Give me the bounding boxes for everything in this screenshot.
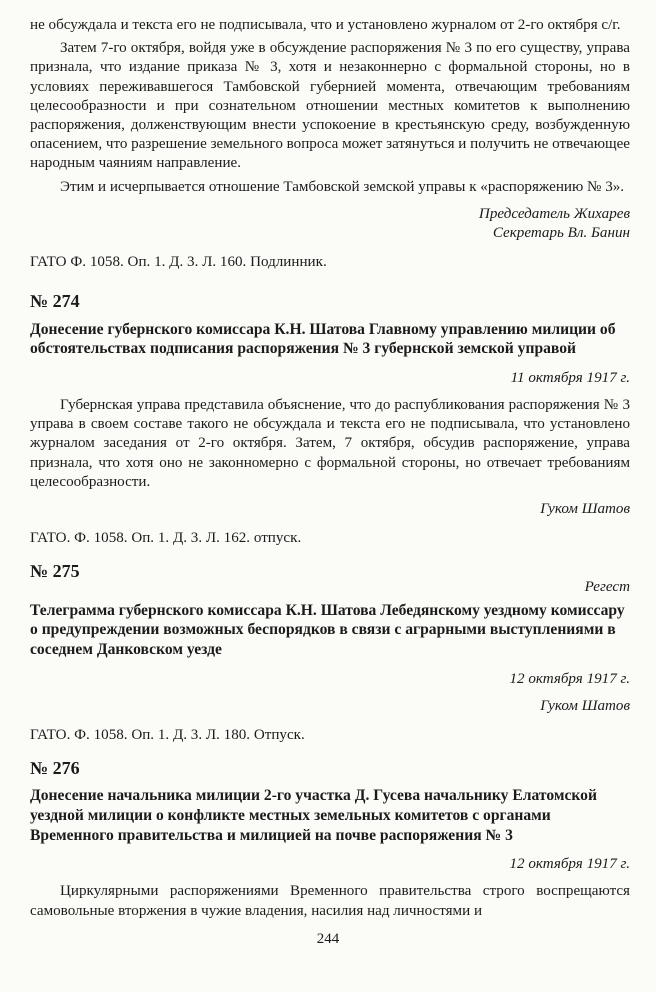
intro-paragraph-2: Затем 7-го октября, войдя уже в обсуждение распоряжения № 3 по его существу, управа признала, что издание приказа № 3, хотя и незаконнерно с формальной стороны, но в условиях переживавшегося Тамбовской губернией момента, отвечающим требованиям целесообразности и при сознательном отношении местных комитетов к выполнению распоряжения, долженствующим внести успокоение в крестьянскую среду, возбужденную опасением, что разрешение земельного вопроса может затянуться и получить не отвечающее народным чаяниям направление.: [30, 40, 631, 172]
document-date: 11 октября 1917 г.: [510, 369, 630, 386]
document-275: [30, 562, 630, 745]
archive-source: ГАТО. Ф. 1058. Оп. 1. Д. 3. Л. 180. Отпуск.: [30, 727, 305, 744]
document-number: № 276: [30, 758, 80, 779]
document-signature: Гуком Шатов: [540, 501, 630, 518]
document-date: 12 октября 1917 г.: [509, 670, 630, 687]
document-276: [30, 759, 630, 921]
document-number: № 275: [30, 561, 80, 582]
document-heading: Донесение начальника милиции 2-го участка Д. Гусева начальнику Елатомской уездной милиции о конфликте местных земельных комитетов с органами Временного правительства и милицией на почве распоряжения № 3: [30, 787, 597, 844]
archive-source: ГАТО Ф. 1058. Оп. 1. Д. 3. Л. 160. Подлинник.: [30, 254, 327, 271]
intro-paragraph-3: Этим и исчерпывается отношение Тамбовской земской управы к «распоряжению № 3».: [60, 178, 625, 195]
document-number: № 274: [30, 291, 80, 312]
previous-document-ending: [30, 16, 630, 272]
document-body: Циркулярными распоряжениями Временного правительства строго воспрещаются самовольные вторжения в чужие владения, насилия над личностями и: [30, 883, 630, 919]
signature-chairman: Председатель Жихарев: [478, 205, 630, 222]
document-body: Губернская управа представила объяснение, что до распубликования распоряжения № 3 управа в своем составе такого не обсуждала и текста его не подписывала, что установлено журналом заседания от 2-го октября. Затем, 7 октября, обсудив распоряжение, управа признала, что хотя оно не законномерно с формальной стороны, но отвечает требованиям целесообразности.: [30, 397, 630, 490]
document-heading: Телеграмма губернского комиссара К.Н. Шатова Лебедянскому уездному комиссару о предупреждении возможных беспорядков в связи с аграрными выступлениями в соседнем Данковском уезде: [30, 601, 625, 659]
document-heading: Донесение губернского комиссара К.Н. Шатова Главному управлению милиции об обстоятельствах подписания распоряжения № 3 губернской земской управой: [30, 320, 616, 358]
regest-label: Регест: [584, 578, 630, 595]
document-signature: Гуком Шатов: [540, 697, 630, 714]
document-date: 12 октября 1917 г.: [509, 856, 630, 873]
page-number: 244: [316, 931, 340, 947]
signature-secretary: Секретарь Вл. Банин: [492, 225, 630, 242]
intro-paragraph-1: не обсуждала и текста его не подписывала, что и установлено журналом от 2-го октября с/г.: [30, 17, 621, 33]
document-274: [30, 292, 630, 548]
archive-source: ГАТО. Ф. 1058. Оп. 1. Д. 3. Л. 162. отпуск.: [30, 530, 302, 547]
